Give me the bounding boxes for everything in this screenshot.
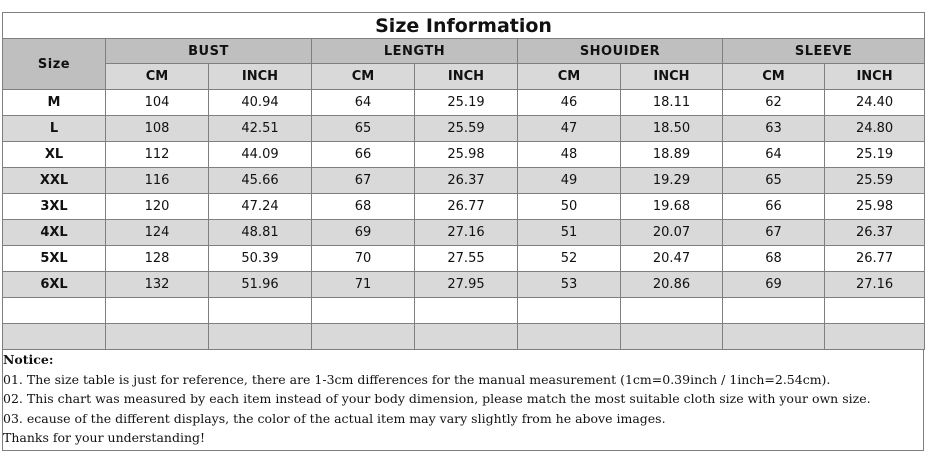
value-cell: 65 xyxy=(723,168,825,194)
value-cell: 25.98 xyxy=(825,194,925,220)
value-cell: 25.19 xyxy=(415,90,518,116)
size-cell: 3XL xyxy=(3,194,106,220)
value-cell: 52 xyxy=(518,246,621,272)
value-cell: 67 xyxy=(312,168,415,194)
value-cell: 46 xyxy=(518,90,621,116)
value-cell: 120 xyxy=(106,194,209,220)
value-cell: 20.47 xyxy=(621,246,723,272)
size-column-header: Size xyxy=(3,39,106,90)
value-cell: 69 xyxy=(723,272,825,298)
table-row xyxy=(3,90,925,116)
value-cell: 116 xyxy=(106,168,209,194)
value-cell: 64 xyxy=(312,90,415,116)
value-cell xyxy=(106,298,209,324)
value-cell: 18.11 xyxy=(621,90,723,116)
value-cell xyxy=(518,298,621,324)
value-cell: 27.16 xyxy=(415,220,518,246)
unit-header: CM xyxy=(723,64,825,90)
group-header-length: LENGTH xyxy=(312,39,518,64)
value-cell: 20.07 xyxy=(621,220,723,246)
unit-header: CM xyxy=(312,64,415,90)
notice-line: 03. ecause of the different displays, the color of the actual item may vary slightly from he above images. xyxy=(3,410,666,426)
value-cell: 25.19 xyxy=(825,142,925,168)
unit-header: INCH xyxy=(415,64,518,90)
value-cell: 18.89 xyxy=(621,142,723,168)
value-cell: 20.86 xyxy=(621,272,723,298)
size-cell: 5XL xyxy=(3,246,106,272)
value-cell: 24.80 xyxy=(825,116,925,142)
group-header-bust: BUST xyxy=(106,39,312,64)
value-cell: 108 xyxy=(106,116,209,142)
notice-line: 02. This chart was measured by each item instead of your body dimension, please match the most suitable cloth size with your own size. xyxy=(3,391,871,406)
value-cell xyxy=(106,324,209,350)
value-cell: 62 xyxy=(723,90,825,116)
notice-box xyxy=(2,350,924,451)
unit-header: CM xyxy=(518,64,621,90)
value-cell xyxy=(415,324,518,350)
size-cell xyxy=(3,298,106,324)
group-header-sleeve: SLEEVE xyxy=(723,39,925,64)
notice-line: Thanks for your understanding! xyxy=(3,430,206,445)
value-cell: 26.77 xyxy=(825,246,925,272)
unit-header: INCH xyxy=(209,64,312,90)
size-table xyxy=(2,12,925,350)
value-cell: 128 xyxy=(106,246,209,272)
table-row xyxy=(3,168,925,194)
size-cell: XXL xyxy=(3,168,106,194)
value-cell: 26.37 xyxy=(415,168,518,194)
table-row xyxy=(3,194,925,220)
notice-title: Notice: xyxy=(3,352,54,367)
value-cell: 48 xyxy=(518,142,621,168)
value-cell: 64 xyxy=(723,142,825,168)
value-cell: 40.94 xyxy=(209,90,312,116)
group-header-shoulder: SHOUIDER xyxy=(518,39,723,64)
value-cell xyxy=(209,324,312,350)
value-cell xyxy=(825,324,925,350)
value-cell: 53 xyxy=(518,272,621,298)
table-row xyxy=(3,272,925,298)
value-cell: 44.09 xyxy=(209,142,312,168)
value-cell xyxy=(518,324,621,350)
value-cell: 51 xyxy=(518,220,621,246)
value-cell: 68 xyxy=(312,194,415,220)
value-cell: 71 xyxy=(312,272,415,298)
value-cell: 27.95 xyxy=(415,272,518,298)
value-cell: 19.29 xyxy=(621,168,723,194)
value-cell: 26.77 xyxy=(415,194,518,220)
value-cell: 104 xyxy=(106,90,209,116)
size-chart xyxy=(2,12,924,451)
value-cell: 50.39 xyxy=(209,246,312,272)
size-rows xyxy=(3,90,925,350)
table-row xyxy=(3,298,925,324)
value-cell: 48.81 xyxy=(209,220,312,246)
value-cell: 26.37 xyxy=(825,220,925,246)
value-cell: 47 xyxy=(518,116,621,142)
value-cell: 25.98 xyxy=(415,142,518,168)
notice-line: 01. The size table is just for reference, there are 1-3cm differences for the manual measurement (1cm=0.39inch / 1inch=2.54cm). xyxy=(3,371,831,387)
size-cell: L xyxy=(3,116,106,142)
value-cell: 124 xyxy=(106,220,209,246)
size-cell: 6XL xyxy=(3,272,106,298)
value-cell: 19.68 xyxy=(621,194,723,220)
value-cell: 24.40 xyxy=(825,90,925,116)
value-cell: 65 xyxy=(312,116,415,142)
value-cell: 25.59 xyxy=(825,168,925,194)
size-cell xyxy=(3,324,106,350)
value-cell xyxy=(825,298,925,324)
unit-header: CM xyxy=(106,64,209,90)
value-cell: 66 xyxy=(723,194,825,220)
value-cell xyxy=(723,324,825,350)
value-cell: 27.55 xyxy=(415,246,518,272)
value-cell: 42.51 xyxy=(209,116,312,142)
value-cell: 25.59 xyxy=(415,116,518,142)
table-row xyxy=(3,324,925,350)
value-cell: 45.66 xyxy=(209,168,312,194)
table-row xyxy=(3,220,925,246)
table-row xyxy=(3,246,925,272)
value-cell xyxy=(621,324,723,350)
value-cell xyxy=(312,324,415,350)
value-cell: 47.24 xyxy=(209,194,312,220)
value-cell xyxy=(415,298,518,324)
value-cell xyxy=(621,298,723,324)
unit-header: INCH xyxy=(621,64,723,90)
size-cell: M xyxy=(3,90,106,116)
value-cell: 63 xyxy=(723,116,825,142)
value-cell: 66 xyxy=(312,142,415,168)
value-cell xyxy=(312,298,415,324)
value-cell: 112 xyxy=(106,142,209,168)
value-cell: 68 xyxy=(723,246,825,272)
value-cell: 69 xyxy=(312,220,415,246)
value-cell: 50 xyxy=(518,194,621,220)
value-cell: 27.16 xyxy=(825,272,925,298)
size-cell: XL xyxy=(3,142,106,168)
value-cell: 132 xyxy=(106,272,209,298)
value-cell: 18.50 xyxy=(621,116,723,142)
value-cell: 49 xyxy=(518,168,621,194)
size-cell: 4XL xyxy=(3,220,106,246)
value-cell xyxy=(723,298,825,324)
value-cell: 70 xyxy=(312,246,415,272)
unit-header: INCH xyxy=(825,64,925,90)
value-cell xyxy=(209,298,312,324)
table-row xyxy=(3,142,925,168)
page-title: Size Information xyxy=(3,13,925,39)
table-row xyxy=(3,116,925,142)
value-cell: 51.96 xyxy=(209,272,312,298)
value-cell: 67 xyxy=(723,220,825,246)
